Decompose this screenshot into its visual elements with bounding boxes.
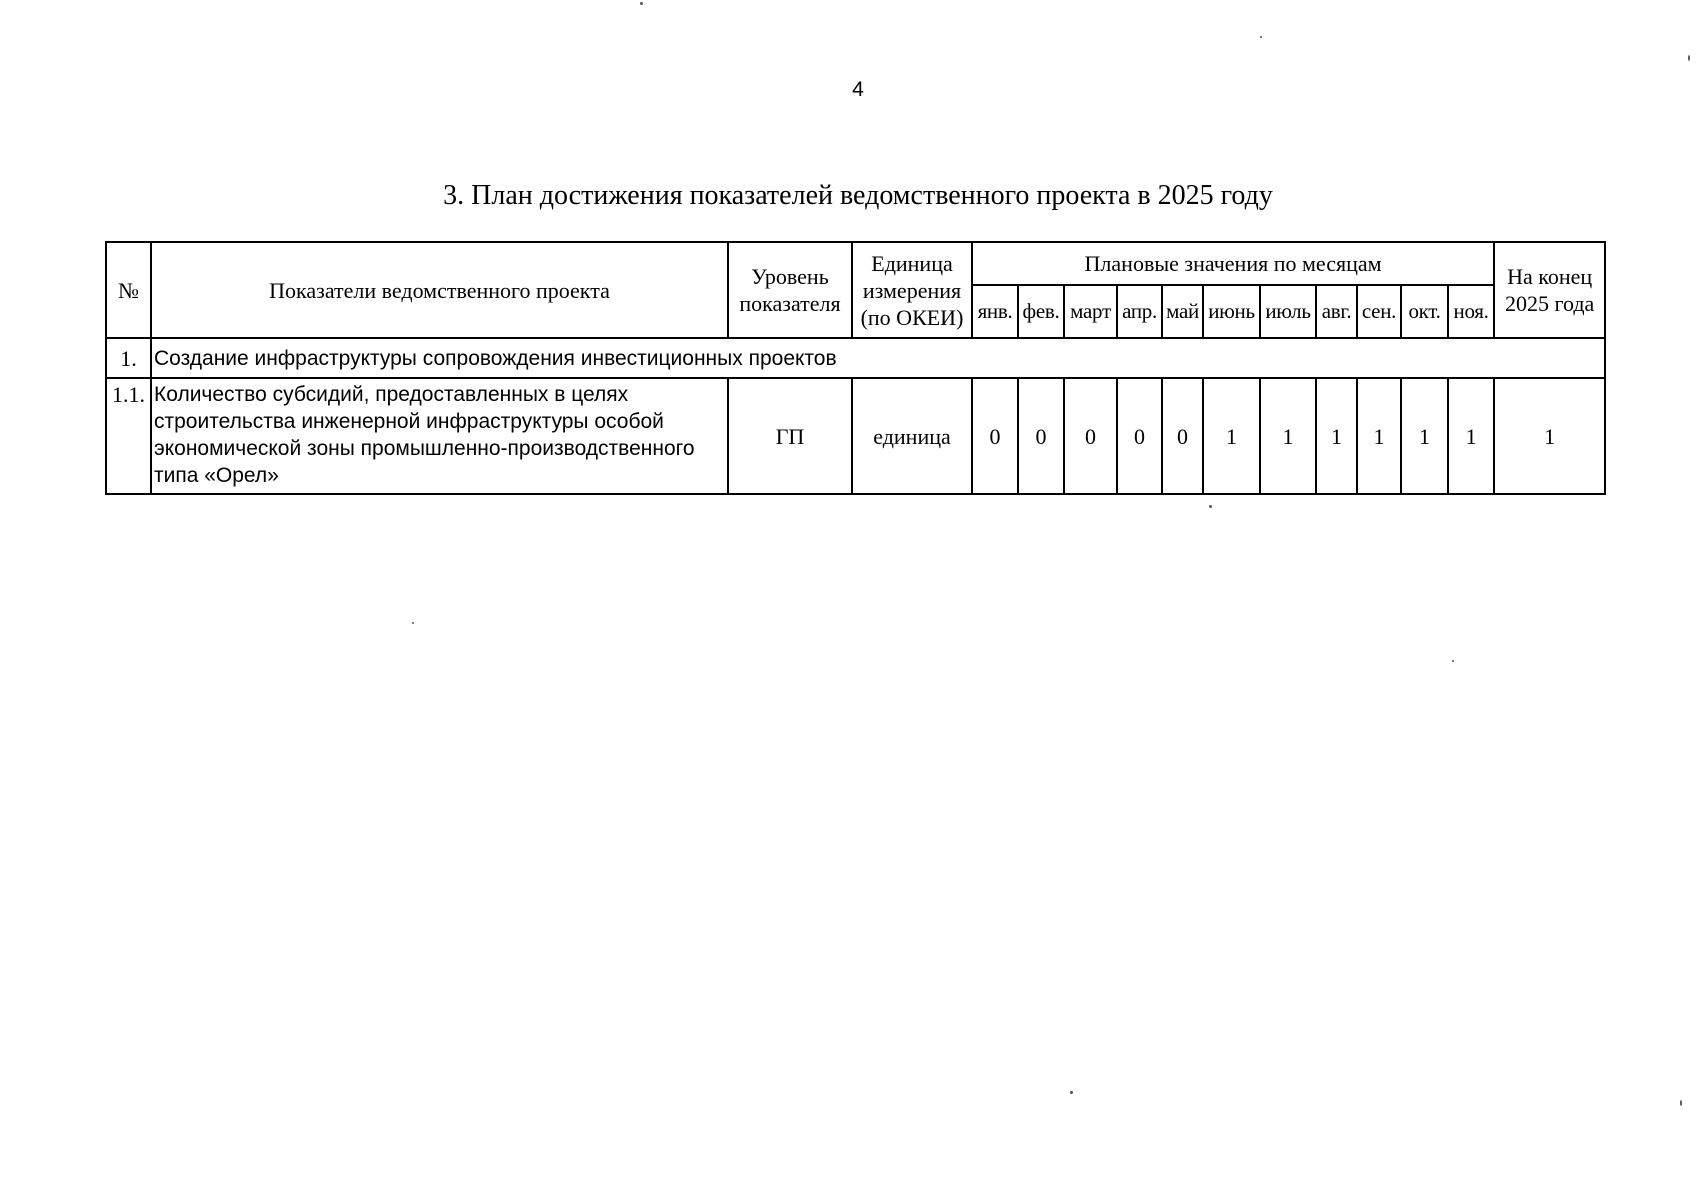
scan-speck [1260, 36, 1262, 38]
header-month: июнь [1203, 285, 1260, 338]
table-row [106, 378, 1605, 494]
header-level: Уровень показателя [728, 242, 852, 338]
table-header-row [106, 242, 1605, 285]
scan-speck [412, 622, 414, 624]
row-month-value: 0 [1018, 378, 1064, 494]
header-month: апр. [1117, 285, 1162, 338]
indicator-plan-table [105, 241, 1606, 495]
row-month-value: 1 [1357, 378, 1401, 494]
header-month: март [1064, 285, 1117, 338]
row-num: 1.1. [106, 378, 151, 494]
row-month-value: 1 [1448, 378, 1494, 494]
row-level: ГП [728, 378, 852, 494]
row-unit: единица [852, 378, 972, 494]
row-month-value: 0 [1064, 378, 1117, 494]
header-month: ноя. [1448, 285, 1494, 338]
row-month-value: 0 [1162, 378, 1203, 494]
scan-speck [640, 2, 643, 5]
section-num: 1. [106, 338, 151, 378]
header-num: № [106, 242, 151, 338]
row-month-value: 0 [1117, 378, 1162, 494]
header-indicator: Показатели ведомственного проекта [151, 242, 728, 338]
row-month-value: 1 [1260, 378, 1316, 494]
header-month: авг. [1316, 285, 1357, 338]
section-title: Создание инфраструктуры сопровождения инвестиционных проектов [151, 338, 1605, 378]
header-month: окт. [1401, 285, 1448, 338]
page-number: 4 [852, 78, 864, 101]
header-unit: Единица измерения (по ОКЕИ) [852, 242, 972, 338]
header-year-end: На конец 2025 года [1494, 242, 1605, 338]
scan-speck [1680, 1100, 1682, 1106]
header-monthly-group: Плановые значения по месяцам [972, 242, 1494, 285]
row-month-value: 1 [1203, 378, 1260, 494]
header-month: июль [1260, 285, 1316, 338]
row-indicator: Количество субсидий, предоставленных в целях строительства инженерной инфраструктуры особой экономической зоны промышленно-производственного типа «Орел» [151, 378, 728, 494]
row-month-value: 1 [1316, 378, 1357, 494]
header-month: май [1162, 285, 1203, 338]
header-month: янв. [972, 285, 1018, 338]
header-month: фев. [1018, 285, 1064, 338]
header-month: сен. [1357, 285, 1401, 338]
section-row [106, 338, 1605, 378]
document-title: 3. План достижения показателей ведомственного проекта в 2025 году [443, 180, 1273, 211]
row-month-value: 0 [972, 378, 1018, 494]
scan-speck [1452, 660, 1454, 662]
scan-speck [1209, 505, 1212, 508]
scan-speck [1688, 55, 1690, 61]
row-year-end: 1 [1494, 378, 1605, 494]
row-month-value: 1 [1401, 378, 1448, 494]
scan-speck [1070, 1091, 1073, 1094]
